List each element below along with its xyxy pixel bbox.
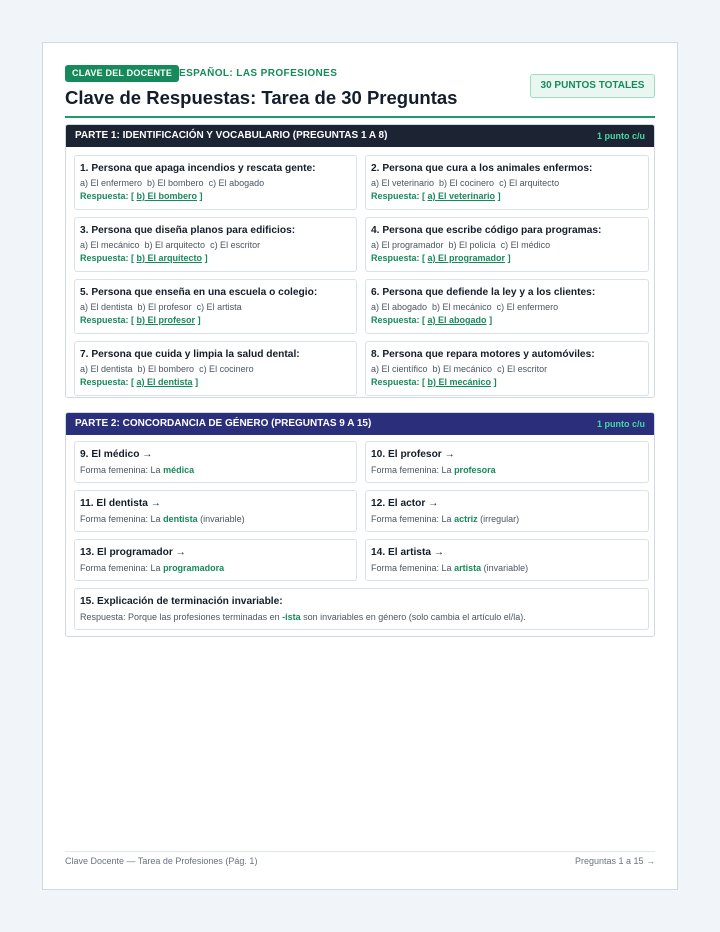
- part1-header: [66, 125, 654, 147]
- question-answer: Respuesta: [ a) El abogado ]: [371, 315, 493, 325]
- part1-section: [65, 124, 655, 398]
- question-card: [74, 279, 357, 334]
- question-text: 3. Persona que diseña planos para edificios:: [80, 225, 296, 236]
- question-options: a) El veterinario b) El cocinero c) El arquitecto: [371, 178, 560, 188]
- feminine-form: Forma femenina: La profesora: [371, 465, 496, 475]
- total-points-badge: 30 PUNTOS TOTALES: [530, 74, 655, 98]
- question-text: 6. Persona que defiende la ley y a los clientes:: [371, 287, 596, 298]
- question-text: 4. Persona que escribe código para programas:: [371, 225, 602, 236]
- gender-card: [74, 539, 357, 581]
- footer-left: Clave Docente — Tarea de Profesiones (Pág. 1): [65, 856, 258, 866]
- question-answer: Respuesta: [ b) El mecánico ]: [371, 377, 497, 387]
- question-options: a) El dentista b) El profesor c) El artista: [80, 302, 242, 312]
- question-answer: Respuesta: [ a) El programador ]: [371, 253, 511, 263]
- question-answer: Respuesta: [ b) El bombero ]: [80, 191, 203, 201]
- part2-points: 1 punto c/u: [597, 419, 645, 429]
- question-text: 14. El artista →: [371, 547, 445, 558]
- worksheet-page: [42, 42, 678, 890]
- question-answer: Respuesta: [ b) El profesor ]: [80, 315, 201, 325]
- question-card: [365, 155, 649, 210]
- question-text: 1. Persona que apaga incendios y rescata gente:: [80, 163, 316, 174]
- question-card: [74, 155, 357, 210]
- question-text: 12. El actor →: [371, 498, 439, 509]
- question-text: 13. El programador →: [80, 547, 186, 558]
- question-options: a) El dentista b) El bombero c) El cocinero: [80, 364, 254, 374]
- gender-card: [74, 490, 357, 532]
- part2-title: PARTE 2: CONCORDANCIA DE GÉNERO (PREGUNTAS 9 A 15): [75, 418, 372, 429]
- part2-header: [66, 413, 654, 435]
- explanation-card: [74, 588, 649, 630]
- question-options: a) El programador b) El policía c) El médico: [371, 240, 551, 250]
- question-options: a) El abogado b) El mecánico c) El enfermero: [371, 302, 559, 312]
- subject-label: ESPAÑOL: LAS PROFESIONES: [179, 68, 338, 79]
- question-card: [365, 341, 649, 396]
- question-text: 15. Explicación de terminación invariable:: [80, 596, 283, 607]
- feminine-form: Forma femenina: La artista (invariable): [371, 563, 529, 573]
- feminine-form: Forma femenina: La actriz (irregular): [371, 514, 520, 524]
- page-header: [65, 65, 655, 118]
- question-text: 9. El médico →: [80, 449, 153, 460]
- question-text: 11. El dentista →: [80, 498, 161, 509]
- gender-card: [365, 490, 649, 532]
- question-text: 7. Persona que cuida y limpia la salud dental:: [80, 349, 300, 360]
- question-card: [74, 217, 357, 272]
- explanation-answer: Respuesta: Porque las profesiones terminadas en -ista son invariables en género (solo cambia el artículo el/la).: [80, 612, 526, 622]
- page-footer: [65, 851, 655, 866]
- feminine-form: Forma femenina: La dentista (invariable): [80, 514, 245, 524]
- gender-card: [365, 539, 649, 581]
- gender-card: [365, 441, 649, 483]
- question-answer: Respuesta: [ a) El dentista ]: [80, 377, 199, 387]
- question-options: a) El científico b) El mecánico c) El escritor: [371, 364, 548, 374]
- feminine-form: Forma femenina: La médica: [80, 465, 195, 475]
- question-answer: Respuesta: [ a) El veterinario ]: [371, 191, 501, 201]
- question-options: a) El enfermero b) El bombero c) El abogado: [80, 178, 265, 188]
- part1-title: PARTE 1: IDENTIFICACIÓN Y VOCABULARIO (PREGUNTAS 1 A 8): [75, 130, 388, 141]
- gender-card: [74, 441, 357, 483]
- question-card: [365, 217, 649, 272]
- question-card: [365, 279, 649, 334]
- question-answer: Respuesta: [ b) El arquitecto ]: [80, 253, 208, 263]
- part1-points: 1 punto c/u: [597, 131, 645, 141]
- question-options: a) El mecánico b) El arquitecto c) El escritor: [80, 240, 261, 250]
- part2-section: [65, 412, 655, 637]
- question-text: 10. El profesor →: [371, 449, 455, 460]
- footer-right: Preguntas 1 a 15 →: [574, 856, 655, 866]
- page-title: Clave de Respuestas: Tarea de 30 Preguntas: [65, 87, 458, 108]
- question-text: 5. Persona que enseña en una escuela o colegio:: [80, 287, 318, 298]
- feminine-form: Forma femenina: La programadora: [80, 563, 225, 573]
- question-text: 2. Persona que cura a los animales enfermos:: [371, 163, 593, 174]
- teacher-key-badge: CLAVE DEL DOCENTE: [65, 65, 179, 82]
- question-card: [74, 341, 357, 396]
- question-text: 8. Persona que repara motores y automóviles:: [371, 349, 595, 360]
